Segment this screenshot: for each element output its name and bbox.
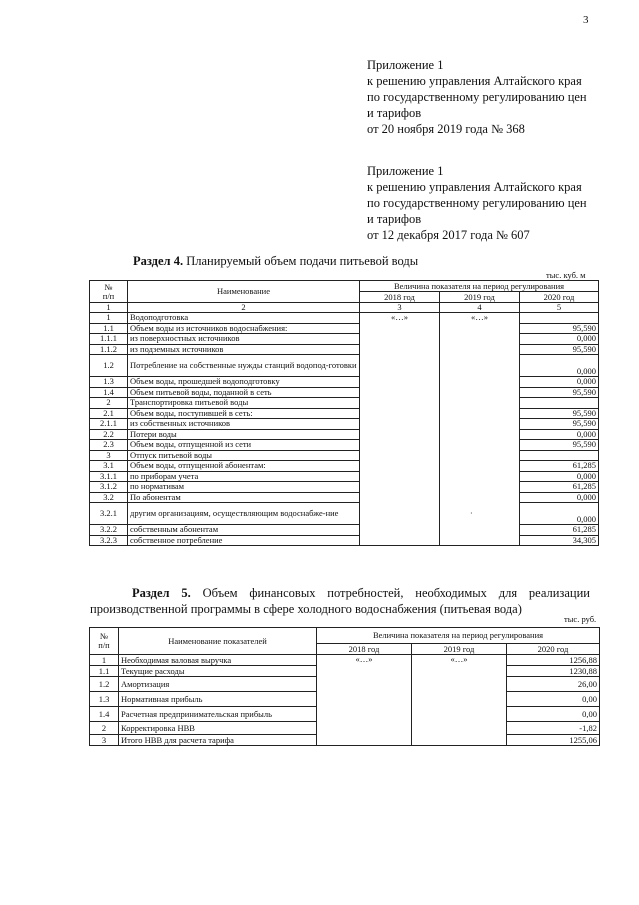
appendix-block-original bbox=[367, 163, 587, 243]
value-2020: 95,590 bbox=[520, 387, 599, 398]
row-name: Объем воды, прошедшей водоподготовку bbox=[128, 377, 360, 388]
appendix-line: от 20 ноября 2019 года № 368 bbox=[367, 122, 525, 136]
row-number: 1.1 bbox=[90, 323, 128, 334]
row-number: 2 bbox=[90, 722, 119, 735]
col-header-2018: 2018 год bbox=[360, 292, 440, 303]
row-name: Объем питьевой воды, поданной в сеть bbox=[128, 387, 360, 398]
appendix-block-current bbox=[367, 57, 587, 137]
value-2018: «…» bbox=[360, 313, 440, 546]
section4-title-text: Планируемый объем подачи питьевой воды bbox=[183, 254, 419, 268]
col-header-2020: 2020 год bbox=[520, 292, 599, 303]
row-number: 3.2.1 bbox=[90, 503, 128, 525]
value-2019: «…» bbox=[412, 655, 507, 746]
value-2020 bbox=[520, 398, 599, 409]
col-header-name: Наименование bbox=[128, 281, 360, 303]
value-2020: 95,590 bbox=[520, 440, 599, 451]
value-2020: 0,000 bbox=[520, 429, 599, 440]
value-2020: 0,00 bbox=[507, 707, 600, 722]
appendix-line: по государственному регулированию цен bbox=[367, 90, 587, 104]
table-row bbox=[90, 323, 599, 334]
row-number: 1.1.2 bbox=[90, 344, 128, 355]
row-name: Итого НВВ для расчета тарифа bbox=[119, 735, 317, 746]
row-number: 1 bbox=[90, 655, 119, 666]
row-name: из подземных источников bbox=[128, 344, 360, 355]
row-name: По абонентам bbox=[128, 492, 360, 503]
index-cell: 2 bbox=[128, 303, 360, 313]
col-header-name: Наименование показателей bbox=[119, 628, 317, 655]
value-2020: 61,285 bbox=[520, 482, 599, 493]
value-2020 bbox=[520, 450, 599, 461]
row-name: по нормативам bbox=[128, 482, 360, 493]
row-name: по приборам учета bbox=[128, 471, 360, 482]
row-number: 3.2.3 bbox=[90, 535, 128, 546]
appendix-line: от 12 декабря 2017 года № 607 bbox=[367, 228, 530, 242]
row-number: 1.4 bbox=[90, 387, 128, 398]
appendix-line: и тарифов bbox=[367, 212, 422, 226]
value-2020: 0,000 bbox=[520, 492, 599, 503]
row-name: Объем воды, отпущенной из сети bbox=[128, 440, 360, 451]
row-name: Потребление на собственные нужды станций водопод-готовки bbox=[128, 355, 360, 377]
col-header-num: № п/п bbox=[90, 628, 119, 655]
value-2020: 34,305 bbox=[520, 535, 599, 546]
row-number: 1.2 bbox=[90, 355, 128, 377]
financial-needs-table bbox=[89, 627, 600, 746]
section4-label: Раздел 4. bbox=[133, 254, 184, 268]
index-cell: 3 bbox=[360, 303, 440, 313]
col-header-2020: 2020 год bbox=[507, 644, 600, 655]
row-name: Транспортировка питьевой воды bbox=[128, 398, 360, 409]
row-number: 2.1 bbox=[90, 408, 128, 419]
value-2020: 95,590 bbox=[520, 419, 599, 430]
value-2020: 1256,88 bbox=[507, 655, 600, 666]
row-name: собственным абонентам bbox=[128, 525, 360, 536]
table-row bbox=[90, 482, 599, 493]
value-2018: «…» bbox=[317, 655, 412, 746]
row-number: 2 bbox=[90, 398, 128, 409]
row-number: 1.2 bbox=[90, 677, 119, 692]
section4-unit: тыс. куб. м bbox=[546, 270, 586, 280]
table-row bbox=[90, 408, 599, 419]
row-number: 1 bbox=[90, 313, 128, 324]
water-supply-volume-table bbox=[89, 280, 599, 546]
row-name: Текущие расходы bbox=[119, 666, 317, 677]
row-number: 3.1 bbox=[90, 461, 128, 472]
row-name: собственное потребление bbox=[128, 535, 360, 546]
row-number: 1.1 bbox=[90, 666, 119, 677]
value-2020: 95,590 bbox=[520, 408, 599, 419]
row-name: из поверхностных источников bbox=[128, 334, 360, 345]
appendix-line: к решению управления Алтайского края bbox=[367, 74, 582, 88]
col-header-2019: 2019 год bbox=[412, 644, 507, 655]
row-name: Объем воды, поступившей в сеть: bbox=[128, 408, 360, 419]
appendix-line: к решению управления Алтайского края bbox=[367, 180, 582, 194]
row-number: 3.1.2 bbox=[90, 482, 128, 493]
row-name: Амортизация bbox=[119, 677, 317, 692]
row-number: 1.3 bbox=[90, 692, 119, 707]
table-row bbox=[90, 535, 599, 546]
row-name: Необходимая валовая выручка bbox=[119, 655, 317, 666]
row-number: 2.2 bbox=[90, 429, 128, 440]
value-2020: 61,285 bbox=[520, 525, 599, 536]
table-row bbox=[90, 355, 599, 377]
index-cell: 1 bbox=[90, 303, 128, 313]
value-2020: 95,590 bbox=[520, 344, 599, 355]
value-2020: 0,000 bbox=[520, 334, 599, 345]
table-row bbox=[90, 440, 599, 451]
value-2020: 0,000 bbox=[520, 471, 599, 482]
value-2020 bbox=[520, 313, 599, 324]
row-name: Расчетная предпринимательская прибыль bbox=[119, 707, 317, 722]
table-row bbox=[90, 429, 599, 440]
table-row bbox=[90, 387, 599, 398]
table-row bbox=[90, 377, 599, 388]
value-2020: 26,00 bbox=[507, 677, 600, 692]
row-number: 1.3 bbox=[90, 377, 128, 388]
row-name: Потери воды bbox=[128, 429, 360, 440]
row-name: Отпуск питьевой воды bbox=[128, 450, 360, 461]
value-2020: 1230,88 bbox=[507, 666, 600, 677]
section5-unit: тыс. руб. bbox=[564, 614, 597, 624]
value-2020: 0,000 bbox=[520, 377, 599, 388]
value-2019: «…» bbox=[440, 313, 520, 546]
value-2020: 1255,06 bbox=[507, 735, 600, 746]
table-row bbox=[90, 344, 599, 355]
col-header-num: № п/п bbox=[90, 281, 128, 303]
appendix-line: по государственному регулированию цен bbox=[367, 196, 587, 210]
col-header-period: Величина показателя на период регулирования bbox=[317, 628, 600, 644]
table-row bbox=[90, 419, 599, 430]
appendix-line: Приложение 1 bbox=[367, 164, 444, 178]
value-2020: 61,285 bbox=[520, 461, 599, 472]
row-name: Объем воды, отпущенной абонентам: bbox=[128, 461, 360, 472]
row-name: Объем воды из источников водоснабжения: bbox=[128, 323, 360, 334]
row-number: 1.1.1 bbox=[90, 334, 128, 345]
table-row bbox=[90, 334, 599, 345]
index-row bbox=[90, 303, 599, 313]
table-row bbox=[90, 655, 600, 666]
table-row bbox=[90, 398, 599, 409]
value-2020: 95,590 bbox=[520, 323, 599, 334]
value-2020: 0,000 bbox=[520, 355, 599, 377]
stray-mark: · bbox=[470, 509, 473, 518]
table-row bbox=[90, 492, 599, 503]
section5-title bbox=[90, 585, 590, 617]
row-name: из собственных источников bbox=[128, 419, 360, 430]
row-number: 1.4 bbox=[90, 707, 119, 722]
page-number: 3 bbox=[583, 14, 589, 26]
row-number: 3.2 bbox=[90, 492, 128, 503]
table-row bbox=[90, 450, 599, 461]
table-row bbox=[90, 461, 599, 472]
col-header-2018: 2018 год bbox=[317, 644, 412, 655]
appendix-line: и тарифов bbox=[367, 106, 422, 120]
section5-title-text: Объем финансовых потребностей, необходимых для реализации производственной программы в сфере холодного водоснабжения (питьевая вода) bbox=[90, 586, 590, 616]
value-2020: 0,000 bbox=[520, 503, 599, 525]
appendix-line: Приложение 1 bbox=[367, 58, 444, 72]
col-header-period: Величина показателя на период регулирования bbox=[360, 281, 599, 292]
index-cell: 5 bbox=[520, 303, 599, 313]
table-row bbox=[90, 525, 599, 536]
table-row bbox=[90, 313, 599, 324]
row-number: 3 bbox=[90, 735, 119, 746]
table-row bbox=[90, 471, 599, 482]
index-cell: 4 bbox=[440, 303, 520, 313]
row-number: 2.3 bbox=[90, 440, 128, 451]
section4-title bbox=[133, 253, 418, 269]
row-name: Нормативная прибыль bbox=[119, 692, 317, 707]
row-name: Водоподготовка bbox=[128, 313, 360, 324]
col-header-2019: 2019 год bbox=[440, 292, 520, 303]
row-number: 3 bbox=[90, 450, 128, 461]
row-number: 2.1.1 bbox=[90, 419, 128, 430]
table-row bbox=[90, 503, 599, 525]
value-2020: -1,82 bbox=[507, 722, 600, 735]
row-number: 3.2.2 bbox=[90, 525, 128, 536]
row-name: Корректировка НВВ bbox=[119, 722, 317, 735]
section5-label: Раздел 5. bbox=[132, 586, 191, 600]
header-row bbox=[90, 628, 600, 644]
value-2020: 0,00 bbox=[507, 692, 600, 707]
row-number: 3.1.1 bbox=[90, 471, 128, 482]
row-name: другим организациям, осуществляющим водоснабже-ние bbox=[128, 503, 360, 525]
header-row bbox=[90, 281, 599, 292]
